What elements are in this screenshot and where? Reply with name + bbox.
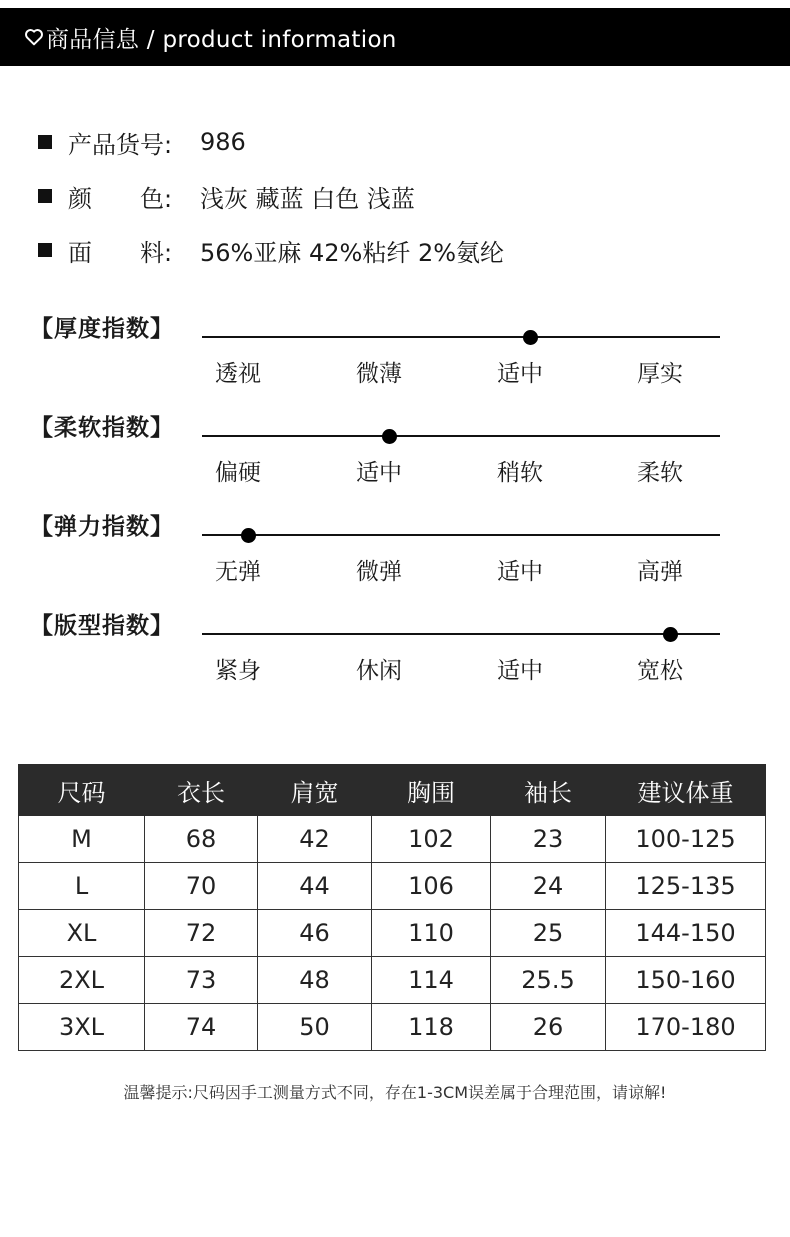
scale-option: 休闲 (356, 658, 402, 684)
scale-marker (241, 528, 256, 543)
table-cell: 23 (491, 816, 606, 863)
scale-option: 宽松 (637, 658, 683, 684)
scale-option: 适中 (356, 460, 402, 486)
table-cell: 50 (258, 1004, 372, 1051)
section-header (0, 8, 790, 66)
index-name: 【版型指数】 (30, 613, 174, 639)
column-header: 肩宽 (258, 765, 372, 816)
info-item-number (38, 115, 504, 169)
table-cell: L (19, 863, 145, 910)
table-cell: 46 (258, 910, 372, 957)
table-cell: 170-180 (606, 1004, 766, 1051)
scale-line (202, 633, 720, 635)
table-cell: 144-150 (606, 910, 766, 957)
index-scales (30, 300, 750, 696)
table-cell: 48 (258, 957, 372, 1004)
scale-line (202, 435, 720, 437)
table-cell: 25.5 (491, 957, 606, 1004)
size-table (18, 764, 766, 1051)
heart-icon (24, 27, 44, 47)
info-value: 986 (200, 128, 246, 156)
table-cell: 68 (145, 816, 258, 863)
index-name: 【柔软指数】 (30, 415, 174, 441)
scale-line (202, 534, 720, 536)
table-cell: 102 (372, 816, 491, 863)
index-thickness (30, 300, 750, 399)
table-cell: 106 (372, 863, 491, 910)
measurement-note: 温馨提示:尺码因手工测量方式不同，存在1-3CM误差属于合理范围，请谅解! (123, 1083, 667, 1102)
product-info-list (38, 115, 504, 277)
scale-option: 适中 (497, 658, 543, 684)
index-name: 【弹力指数】 (30, 514, 174, 540)
table-cell: 118 (372, 1004, 491, 1051)
scale-marker (382, 429, 397, 444)
header-title: 商品信息 / product information (46, 26, 397, 53)
info-label: 颜 色: (68, 184, 173, 213)
table-cell: M (19, 816, 145, 863)
table-cell: 150-160 (606, 957, 766, 1004)
scale-option: 稍软 (497, 460, 543, 486)
scale-option: 微弹 (356, 559, 402, 585)
scale-option: 柔软 (637, 460, 683, 486)
info-label: 面 料: (68, 238, 173, 267)
info-item-fabric (38, 223, 504, 277)
column-header: 胸围 (372, 765, 491, 816)
column-header: 袖长 (491, 765, 606, 816)
scale-option: 适中 (497, 361, 543, 387)
column-header: 尺码 (19, 765, 145, 816)
table-cell: 72 (145, 910, 258, 957)
table-row (19, 816, 766, 863)
scale-marker (663, 627, 678, 642)
table-cell: 125-135 (606, 863, 766, 910)
table-cell: 110 (372, 910, 491, 957)
scale-marker (523, 330, 538, 345)
column-header: 建议体重 (606, 765, 766, 816)
table-cell: 2XL (19, 957, 145, 1004)
table-cell: 24 (491, 863, 606, 910)
scale-option: 微薄 (356, 361, 402, 387)
index-softness (30, 399, 750, 498)
index-name: 【厚度指数】 (30, 316, 174, 342)
bullet-square-icon (38, 243, 52, 257)
table-row (19, 863, 766, 910)
info-value: 浅灰 藏蓝 白色 浅蓝 (200, 184, 415, 213)
scale-option: 高弹 (637, 559, 683, 585)
table-cell: 73 (145, 957, 258, 1004)
scale-option: 厚实 (637, 361, 683, 387)
index-fit (30, 597, 750, 696)
column-header: 衣长 (145, 765, 258, 816)
table-row (19, 1004, 766, 1051)
info-value: 56%亚麻 42%粘纤 2%氨纶 (200, 238, 505, 267)
table-cell: 70 (145, 863, 258, 910)
table-cell: 74 (145, 1004, 258, 1051)
info-label: 产品货号: (68, 130, 173, 159)
scale-option: 紧身 (215, 658, 261, 684)
scale-line (202, 336, 720, 338)
table-cell: 42 (258, 816, 372, 863)
scale-option: 适中 (497, 559, 543, 585)
scale-option: 透视 (215, 361, 261, 387)
table-cell: 44 (258, 863, 372, 910)
table-cell: 3XL (19, 1004, 145, 1051)
bullet-square-icon (38, 189, 52, 203)
table-header-row (19, 765, 766, 816)
table-cell: 26 (491, 1004, 606, 1051)
table-cell: 114 (372, 957, 491, 1004)
info-item-color (38, 169, 504, 223)
table-cell: 100-125 (606, 816, 766, 863)
index-elasticity (30, 498, 750, 597)
table-cell: 25 (491, 910, 606, 957)
bullet-square-icon (38, 135, 52, 149)
scale-option: 偏硬 (215, 460, 261, 486)
table-row (19, 957, 766, 1004)
scale-option: 无弹 (215, 559, 261, 585)
table-row (19, 910, 766, 957)
table-cell: XL (19, 910, 145, 957)
